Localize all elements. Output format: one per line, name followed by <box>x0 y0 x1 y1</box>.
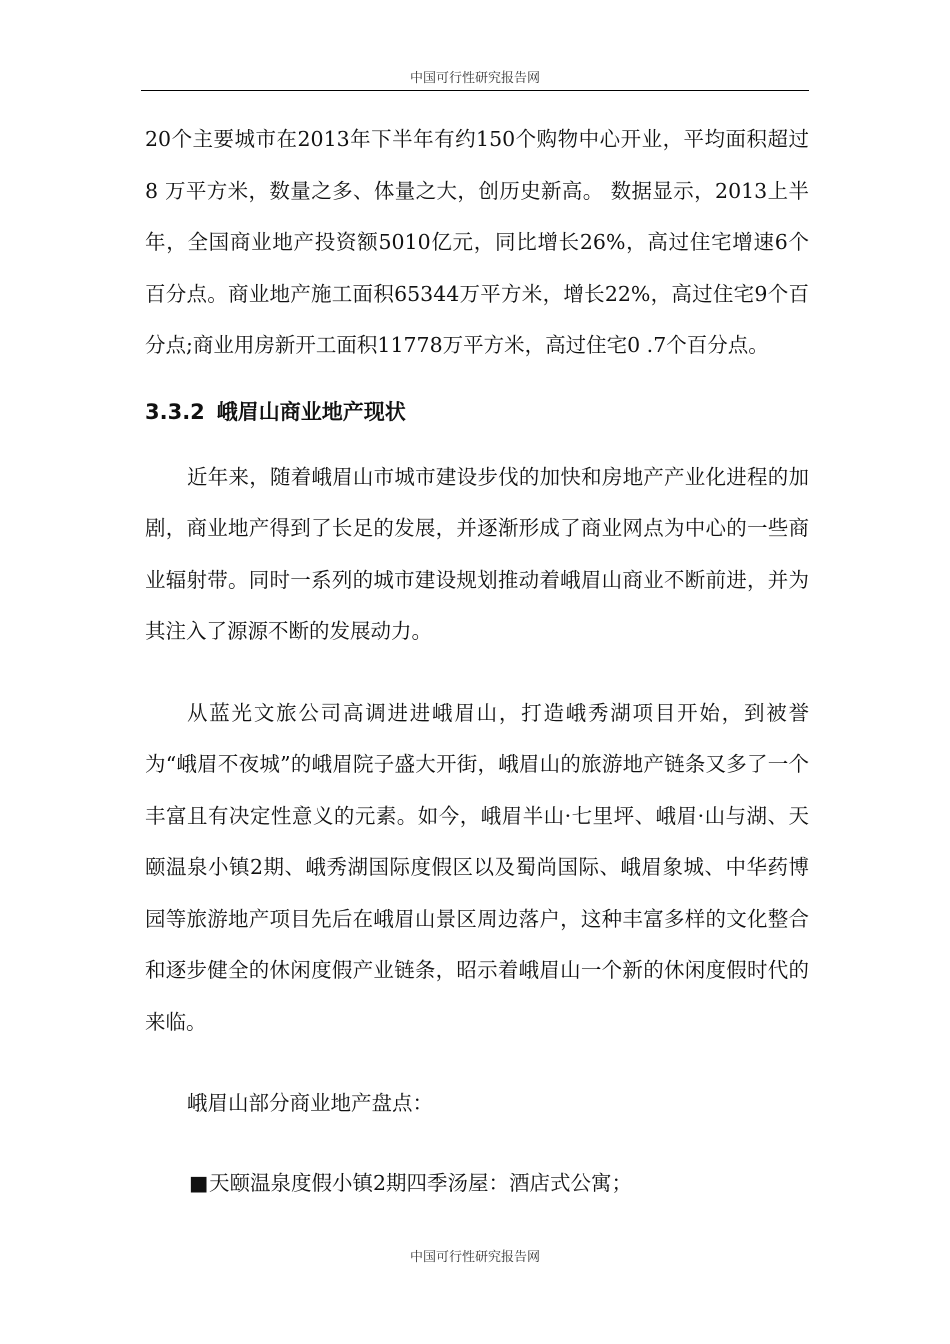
page-header: 中国可行性研究报告网 <box>409 71 540 86</box>
section-number: 3.3.2 <box>145 399 205 424</box>
body-paragraph: 峨眉山部分商业地产盘点： <box>187 1091 433 1115</box>
section-title: 峨眉山商业地产现状 <box>216 399 406 424</box>
section-heading <box>145 386 809 438</box>
document-body <box>145 114 809 1209</box>
list-item <box>145 1158 809 1210</box>
page-footer: 中国可行性研究报告网 <box>409 1250 540 1265</box>
body-paragraph: 从蓝光文旅公司高调进进峨眉山，打造峨秀湖项目开始，到被誉为“峨眉不夜城”的峨眉院子盛大开街，峨眉山的旅游地产链条又多了一个丰富且有决定性意义的元素。如今，峨眉半山·七里坪、峨眉·山与湖、天颐温泉小镇2期、峨秀湖国际度假区以及蜀尚国际、峨眉象城、中华药博园等旅游地产项目先后在峨眉山景区周边落户，这种丰富多样的文化整合和逐步健全的休闲度假产业链条，昭示着峨眉山一个新的休闲度假时代的来临。 <box>145 700 809 1034</box>
list-item-text: 天颐温泉度假小镇2期四季汤屋：酒店式公寓； <box>209 1170 633 1195</box>
square-bullet-icon: ■ <box>189 1170 209 1195</box>
body-paragraph: 近年来，随着峨眉山市城市建设步伐的加快和房地产产业化进程的加剧，商业地产得到了长足的发展，并逐渐形成了商业网点为中心的一些商业辐射带。同时一系列的城市建设规划推动着峨眉山商业不断前进，并为其注入了源源不断的发展动力。 <box>145 464 809 643</box>
header-divider <box>141 90 809 91</box>
intro-paragraph: 20个主要城市在2013年下半年有约150个购物中心开业，平均面积超过 8 万平方米，数量之多、体量之大，创历史新高。 数据显示，2013上半年，全国商业地产投资额5010亿元，同比增长26%，高过住宅增速6个百分点。商业地产施工面积65344万平方米，增长22%，高过住宅9个百分点;商业用房新开工面积11778万平方米，高过住宅0 .7个百分点。 <box>145 127 809 357</box>
